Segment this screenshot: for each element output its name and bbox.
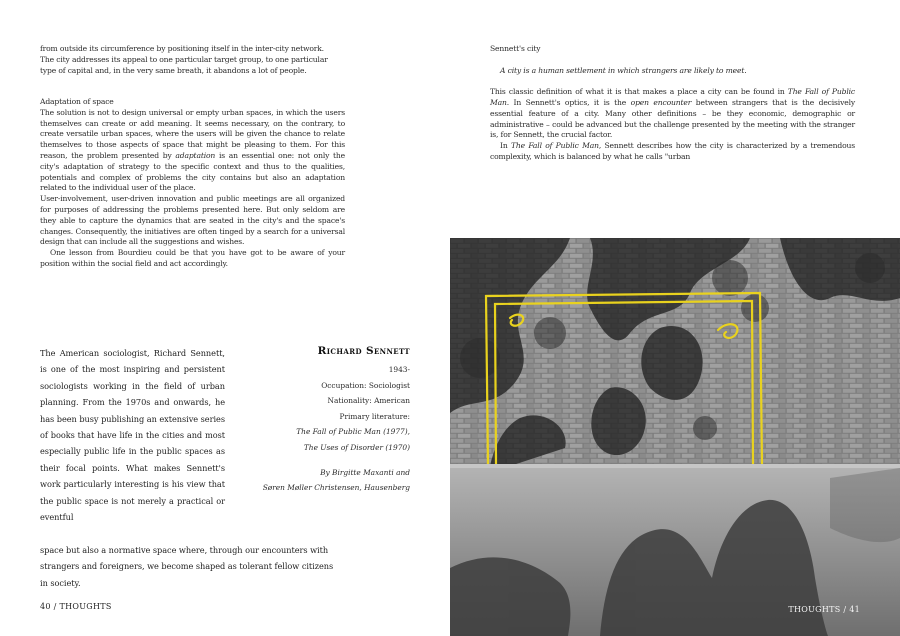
profile-occupation: Occupation: Sociologist <box>321 380 410 390</box>
profile-name: Richard Sennett <box>317 345 410 357</box>
adaptation-paragraph-2: User-involvement, user-driven innovation and public meetings are all organized for purposes of addressing the problems presented here. But only seldom are they able to capture the dynamics that are seated in the city's and the space's changes. Consequently, the initiatives are often tinged by a search for a universal design that can include all the suggestions and wishes. <box>40 194 345 247</box>
pull-quote: A city is a human settlement in which strangers are likely to meet. <box>500 65 747 75</box>
right-page <box>450 0 900 636</box>
bio-text: The American sociologist, Richard Sennett, is one of the most inspiring and persistent sociologists working in the field of urban planning. From the 1970s and onwards, he has been busy publishing an extensive series of books that have life in the cities and most especially public life in the public spaces as their focal points. What makes Sennett's work particularly interesting is his view that the public space is not merely a practical or eventful <box>40 348 225 523</box>
profile-card <box>250 344 410 496</box>
page-number-right: THOUGHTS / 41 <box>788 605 860 614</box>
profile-literature-label: Primary literature: <box>339 411 410 421</box>
profile-book: The Fall of Public Man (1977), <box>296 427 410 437</box>
bio-text-continued: space but also a normative space where, through our encounters with strangers and foreigners, we become shaped as tolerant fellow citizens in society. <box>40 545 334 588</box>
intro-line: type of capital and, in the very same breath, it abandons a lot of people. <box>40 65 307 75</box>
sennett-paragraph-2: In The Fall of Public Man, Sennett describes how the city is characterized by a tremendous complexity, which is balanced by what he calls "urban <box>490 141 855 161</box>
sennett-paragraph-1: This classic definition of what it is that makes a place a city can be found in The Fall of Public Man. In Sennett's optics, it is the open encounter between strangers that is the decisively essential feature of a city. Many other definitions – be they economic, demographic or administrative – could be advanced but the challenge presented by the meeting with the stranger is, for Sennett, the crucial factor. <box>490 87 855 140</box>
adaptation-paragraph-1: The solution is not to design universal or empty urban spaces, in which the users themselves can create or add meaning. It seems necessary, on the contrary, to create versatile urban spaces, where the users will be given the chance to relate themselves to those aspects of space that might be pleasing to them. For this reason, the problem presented by adaptation is an essential one: not only the city's adaptation of strategy to the specific context and thus to the qualities, potentials and complex of problems the city contains but also an adaptation related to the individual user of the place. <box>40 107 346 193</box>
intro-paragraph <box>40 44 340 76</box>
intro-line: The city addresses its appeal to one particular target group, to one particular <box>40 54 328 64</box>
adaptation-heading: Adaptation of space <box>40 97 114 106</box>
adaptation-section <box>40 97 345 270</box>
profile-byline: By Birgitte Maxanti and <box>320 467 410 477</box>
section-heading: Sennett's city <box>490 44 541 53</box>
page-number-left: 40 / THOUGHTS <box>40 602 112 611</box>
street-photo <box>450 238 900 636</box>
profile-book: The Uses of Disorder (1970) <box>303 442 410 452</box>
profile-byline: Søren Møller Christensen, Hausenberg <box>262 483 410 493</box>
adaptation-paragraph-3: One lesson from Bourdieu could be that you have got to be aware of your position within the social field and act accordingly. <box>40 248 345 268</box>
photo-brick-wall-shadows <box>450 238 900 636</box>
sennett-city-section <box>490 44 855 163</box>
profile-born: 1943- <box>388 365 410 374</box>
profile-nationality: Nationality: American <box>327 396 410 406</box>
intro-line: from outside its circumference by positioning itself in the inter-city network. <box>40 44 324 53</box>
